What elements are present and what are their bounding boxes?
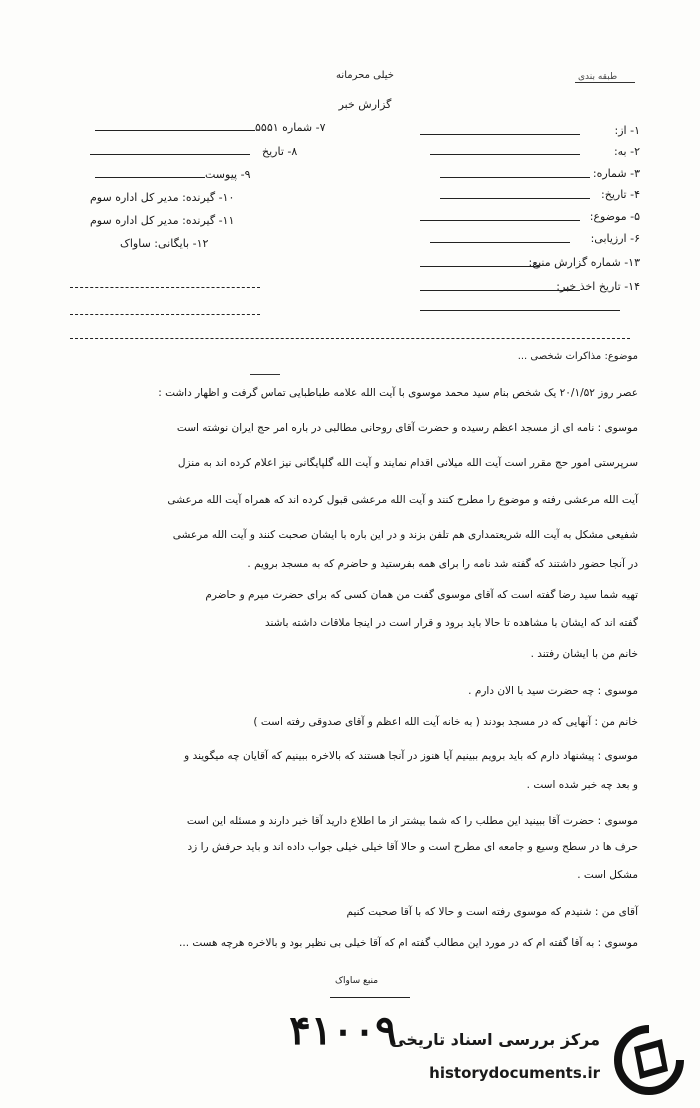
left-form-rule bbox=[70, 314, 260, 315]
right-form-rule bbox=[440, 198, 590, 199]
left-form-line: ۹- پیوست bbox=[205, 168, 251, 181]
corner-rule bbox=[575, 82, 635, 83]
body-line: آقای من : شنیدم که موسوی رفته است و حالا که با آقا صحبت کنیم bbox=[346, 906, 638, 918]
body-line: در آنجا حضور داشتند که گفته شد نامه را برای همه بفرستید و حاضرم که به مسجد برویم . bbox=[247, 558, 638, 570]
body-line: حرف ها در سطح وسیع و جامعه ای مطرح است و حالا آقا خیلی خیلی جواب داده اند و باید حرفش را زد bbox=[187, 841, 638, 853]
right-form-rule bbox=[430, 242, 570, 243]
left-form-rule bbox=[70, 287, 260, 288]
right-form-line: ۵- موضوع: bbox=[589, 210, 640, 223]
right-form-line: ۱۳- شماره گزارش منبع: bbox=[528, 256, 640, 269]
source-note: منبع ساواک bbox=[335, 976, 379, 986]
body-line: خانم من : آنهایی که در مسجد بودند ( به خانه آیت الله اعظم و آقای صدوقی رفته است ) bbox=[253, 716, 638, 728]
left-form-line: ۸- تاریخ bbox=[262, 145, 298, 158]
subject-tick bbox=[250, 374, 280, 375]
report-title: گزارش خبر bbox=[338, 98, 392, 111]
body-line: آیت الله مرعشی رفته و موضوع را مطرح کنند و آیت الله مرعشی قبول کرده اند که همراه آیت الله مرعشی bbox=[167, 494, 638, 506]
right-form-line: ۴- تاریخ: bbox=[601, 188, 640, 201]
left-form-line: ۱۰- گیرنده: مدیر کل اداره سوم bbox=[90, 191, 235, 204]
right-form-line: ۳- شماره: bbox=[592, 167, 640, 180]
right-form-rule bbox=[420, 266, 540, 267]
right-form-rule bbox=[420, 134, 580, 135]
body-line: مشکل است . bbox=[577, 869, 638, 881]
section-separator bbox=[70, 338, 630, 339]
right-form-line: ۱- از: bbox=[614, 124, 640, 137]
left-form-rule bbox=[95, 130, 255, 131]
watermark-url: historydocuments.ir bbox=[429, 1064, 600, 1082]
right-form-line: ۱۴- تاریخ اخذ خبر: bbox=[556, 280, 640, 293]
body-line: شفیعی مشکل به آیت الله شریعتمداری هم تلفن بزند و در این باره با ایشان صحبت کنند و آیت الله مرعشی bbox=[172, 529, 638, 541]
left-form-line: ۱۱- گیرنده: مدیر کل اداره سوم bbox=[90, 214, 235, 227]
body-line: و بعد چه خبر شده است . bbox=[526, 779, 638, 791]
body-line: سرپرستی امور حج مقرر است آیت الله میلانی اقدام نمایند و آیت الله گلپایگانی نیز اعلام کرده اند به منزل bbox=[177, 457, 638, 469]
body-line: موسوی : نامه ای از مسجد اعظم رسیده و حضرت آقای روحانی مطالبی در باره امر حج ایران نوشته است bbox=[176, 422, 638, 434]
watermark bbox=[390, 1020, 692, 1100]
right-form-rule bbox=[420, 310, 620, 311]
body-line: موسوی : به آقا گفته ام که در مورد این مطالب گفته ام که آقا خیلی بی نظیر بود و بالاخره هرچه هست ... bbox=[179, 937, 638, 949]
archive-logo-icon bbox=[614, 1025, 684, 1095]
left-form-line: ۱۲- بایگانی: ساواک bbox=[120, 237, 209, 250]
right-form-line: ۶- ارزیابی: bbox=[590, 232, 640, 245]
body-line: عصر روز ۲۰/۱/۵۲ یک شخص بنام سید محمد موسوی با آیت الله علامه طباطبایی تماس گرفت و اظهار داشت : bbox=[158, 387, 638, 399]
left-form-line: ۷- شماره ۵۵۵۱ bbox=[255, 121, 326, 134]
right-form-rule bbox=[420, 220, 580, 221]
classification-label: خیلی محرمانه bbox=[336, 70, 394, 81]
right-form-rule bbox=[420, 290, 580, 291]
body-line: موسوی : پیشنهاد دارم که باید برویم ببینیم آیا هنوز در آنجا هستند که بالاخره ببینیم که آقایان چه میگویند و bbox=[184, 750, 638, 762]
body-line: خانم من با ایشان رفتند . bbox=[530, 648, 638, 660]
handwritten-document-number: ۴۱۰۰۹ bbox=[289, 1007, 397, 1054]
left-form-rule bbox=[95, 177, 205, 178]
left-form-rule bbox=[90, 154, 250, 155]
right-form-rule bbox=[440, 177, 590, 178]
footer-rule bbox=[330, 997, 410, 998]
body-line: گفته اند که ایشان با مشاهده تا حالا باید برود و قرار است در اینجا ملاقات داشته باشند bbox=[264, 617, 638, 629]
body-line: تهیه شما سید رضا گفته است که آقای موسوی گفت من همان کسی که برای حضرت میرم و حاضرم bbox=[205, 589, 638, 601]
right-form-line: ۲- به: bbox=[613, 145, 640, 158]
body-line: موسوی : حضرت آقا ببینید این مطلب را که شما بیشتر از ما اطلاع دارید آقا خبر دارند و مسئله این است bbox=[186, 815, 638, 827]
corner-note: طبقه بندی bbox=[578, 72, 618, 82]
watermark-name: مرکز بررسی اسناد تاریخی bbox=[390, 1030, 600, 1049]
body-line: موسوی : چه حضرت سید با الان دارم . bbox=[468, 685, 638, 697]
right-form-rule bbox=[430, 154, 580, 155]
subject-line: موضوع: مذاکرات شخصی ... bbox=[517, 351, 638, 362]
